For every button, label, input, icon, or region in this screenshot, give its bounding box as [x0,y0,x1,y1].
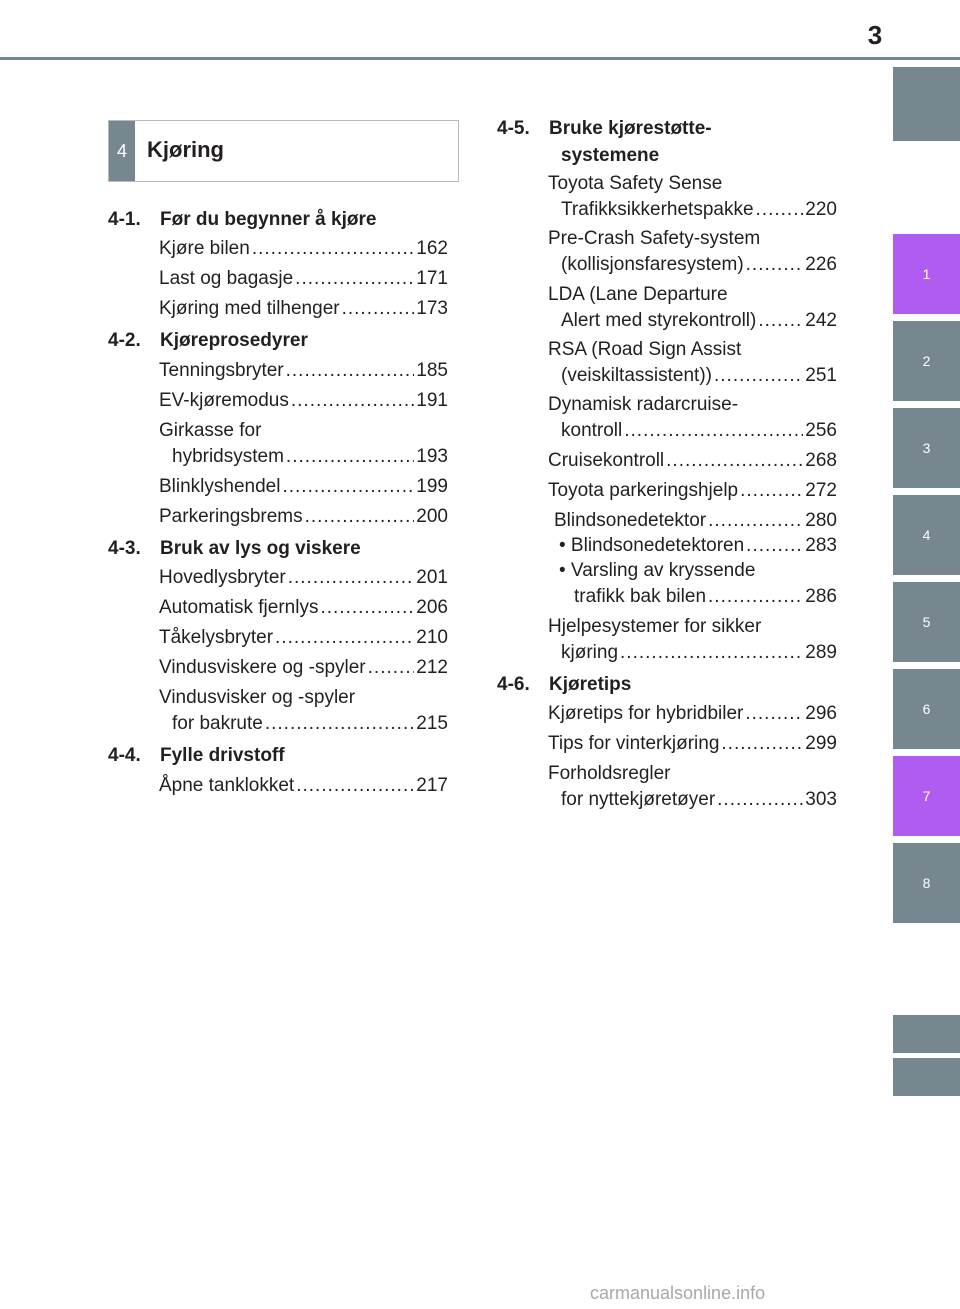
section-title-4-6[interactable]: 4-6. Kjøretips [497,674,632,695]
toc-entry[interactable]: • Blindsonedetektoren ..... 283 [559,533,837,559]
toc-entry[interactable]: Blindsonedetektor ..... 280 [554,508,837,534]
toc-entry[interactable]: Dynamisk radarcruise- kontroll ..... 256 [548,392,837,443]
toc-entry[interactable]: Forholdsregler for nyttekjøretøyer ..... 303 [548,761,837,812]
toc-entry[interactable]: Cruisekontroll ..... 268 [548,448,837,474]
chapter-tab-1[interactable]: 1 [893,234,960,314]
toc-entry[interactable]: Toyota Safety Sense Trafikksikkerhetspakke ..... 220 [548,171,837,222]
toc-entry[interactable]: Last og bagasje ..... 171 [159,266,448,292]
toc-entry[interactable]: Blinklyshendel ..... 199 [159,474,448,500]
toc-entry[interactable]: Tenningsbryter ..... 185 [159,358,448,384]
chapter-tab-5[interactable]: 5 [893,582,960,662]
toc-entry[interactable]: Kjøring med tilhenger ..... 173 [159,296,448,322]
page-number: 3 [867,20,883,50]
toc-entry[interactable]: Tips for vinterkjøring ..... 299 [548,731,837,757]
chapter-tab-7[interactable]: 7 [893,756,960,836]
chapter-tab-index-2[interactable] [893,1058,960,1096]
section-title-4-5[interactable]: 4-5. Bruke kjørestøtte- systemene [497,118,712,166]
toc-entry[interactable]: Åpne tanklokket ..... 217 [159,773,448,799]
toc-entry[interactable]: EV-kjøremodus ..... 191 [159,388,448,414]
section-title-4-3[interactable]: 4-3. Bruk av lys og viskere [108,538,361,559]
chapter-title: Kjøring [147,137,224,162]
toc-entry[interactable]: Kjøre bilen ..... 162 [159,236,448,262]
toc-entry[interactable]: Parkeringsbrems ..... 200 [159,504,448,530]
toc-entry[interactable]: Pre-Crash Safety-system (kollisjonsfaresystem) ..... 226 [548,226,837,277]
toc-entry[interactable]: Toyota parkeringshjelp ..... 272 [548,478,837,504]
toc-entry[interactable]: Girkasse for hybridsystem ..... 193 [159,418,448,469]
section-title-4-1[interactable]: 4-1. Før du begynner å kjøre [108,209,377,230]
toc-entry[interactable]: Tåkelysbryter ..... 210 [159,625,448,651]
toc-entry[interactable]: Kjøretips for hybridbiler ..... 296 [548,701,837,727]
toc-entry[interactable]: • Varsling av kryssende trafikk bak bilen ..... 286 [559,558,837,609]
chapter-tab-4[interactable]: 4 [893,495,960,575]
toc-entry[interactable]: Automatisk fjernlys ..... 206 [159,595,448,621]
chapter-tab-index-1[interactable] [893,1015,960,1053]
header-rule [0,57,960,60]
chapter-tab-8[interactable]: 8 [893,843,960,923]
toc-entry[interactable]: RSA (Road Sign Assist (veiskiltassistent)) ..... 251 [548,337,837,388]
chapter-tab-2[interactable]: 2 [893,321,960,401]
watermark: carmanualsonline.info [590,1283,766,1303]
chapter-tab-3[interactable]: 3 [893,408,960,488]
chapter-tab-blank-top[interactable] [893,67,960,141]
toc-entry[interactable]: Vindusvisker og -spyler for bakrute ..... 215 [159,685,448,736]
chapter-header [108,120,459,182]
chapter-tab-6[interactable]: 6 [893,669,960,749]
section-title-4-4[interactable]: 4-4. Fylle drivstoff [108,745,285,766]
toc-entry[interactable]: Vindusviskere og -spyler ..... 212 [159,655,448,681]
section-title-4-2[interactable]: 4-2. Kjøreprosedyrer [108,330,308,351]
toc-entry[interactable]: LDA (Lane Departure Alert med styrekontroll) ..... 242 [548,282,837,333]
toc-entry[interactable]: Hjelpesystemer for sikker kjøring ..... 289 [548,614,837,665]
chapter-number: 4 [109,121,135,181]
toc-entry[interactable]: Hovedlysbryter ..... 201 [159,565,448,591]
